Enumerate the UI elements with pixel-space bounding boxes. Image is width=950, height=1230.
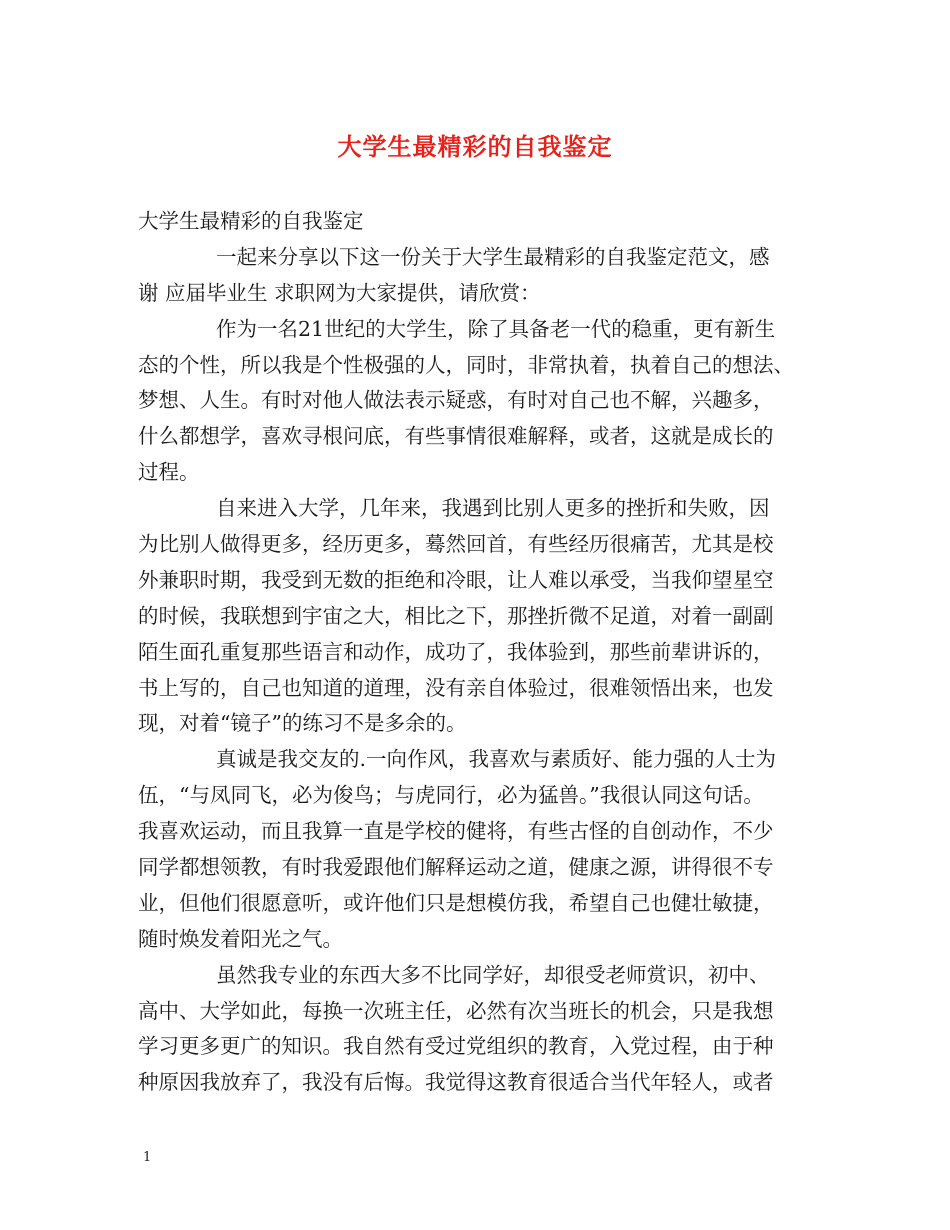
paragraph-line: 作为一名21世纪的大学生，除了具备老一代的稳重，更有新生	[216, 316, 776, 341]
paragraph-line: 高中、大学如此，每换一次班主任，必然有次当班长的机会，只是我想	[138, 998, 774, 1023]
paragraph-line: 过程。	[138, 460, 200, 485]
paragraph-line: 自来进入大学，几年来，我遇到比别人更多的挫折和失败，因	[216, 496, 770, 521]
paragraph-line: 外兼职时期，我受到无数的拒绝和冷眼，让人难以承受，当我仰望星空	[138, 567, 774, 592]
paragraph-line: 为比别人做得更多，经历更多，蓦然回首，有些经历很痛苦，尤其是校	[138, 532, 774, 557]
paragraph-line: 态的个性，所以我是个性极强的人，同时，非常执着，执着自己的想法、	[138, 352, 794, 377]
paragraph-line: 真诚是我交友的.一向作风，我喜欢与素质好、能力强的人士为	[216, 747, 777, 772]
page-number: 1	[143, 1150, 152, 1165]
paragraph-line: 随时焕发着阳光之气。	[138, 926, 343, 951]
paragraph-line: 书上写的，自己也知道的道理，没有亲自体验过，很难领悟出来，也发	[138, 675, 774, 700]
subtitle-line: 大学生最精彩的自我鉴定	[138, 209, 364, 233]
paragraph-line: 梦想、人生。有时对他人做法表示疑惑，有时对自己也不解，兴趣多，	[138, 388, 774, 413]
paragraph-line: 现，对着“镜子”的练习不是多余的。	[138, 711, 467, 736]
paragraph-line: 的时候，我联想到宇宙之大，相比之下，那挫折微不足道，对着一副副	[138, 603, 774, 628]
paragraph-line: 什么都想学，喜欢寻根问底，有些事情很难解释，或者，这就是成长的	[138, 424, 774, 449]
paragraph-line: 伍，“与凤同飞，必为俊鸟；与虎同行，必为猛兽。”我很认同这句话。	[138, 783, 764, 808]
document-body	[138, 204, 838, 1101]
paragraph-line: 种原因我放弃了，我没有后悔。我觉得这教育很适合当代年轻人，或者	[138, 1070, 774, 1095]
paragraph-line: 业，但他们很愿意听，或许他们只是想模仿我，希望自己也健壮敏捷，	[138, 890, 774, 915]
paragraph-line: 一起来分享以下这一份关于大学生最精彩的自我鉴定范文，感	[216, 244, 770, 269]
paragraph-line: 谢 应届毕业生 求职网为大家提供，请欣赏：	[138, 280, 541, 305]
paragraph-line: 陌生面孔重复那些语言和动作，成功了，我体验到，那些前辈讲诉的，	[138, 639, 774, 664]
paragraph-line: 我喜欢运动，而且我算一直是学校的健将，有些古怪的自创动作，不少	[138, 819, 774, 844]
paragraph-line: 虽然我专业的东西大多不比同学好，却很受老师赏识，初中、	[216, 962, 770, 987]
document-title: 大学生最精彩的自我鉴定	[337, 132, 613, 161]
paragraph-line: 同学都想领教，有时我爱跟他们解释运动之道，健康之源，讲得很不专	[138, 855, 774, 880]
paragraph-line: 学习更多更广的知识。我自然有受过党组织的教育，入党过程，由于种	[138, 1034, 774, 1059]
